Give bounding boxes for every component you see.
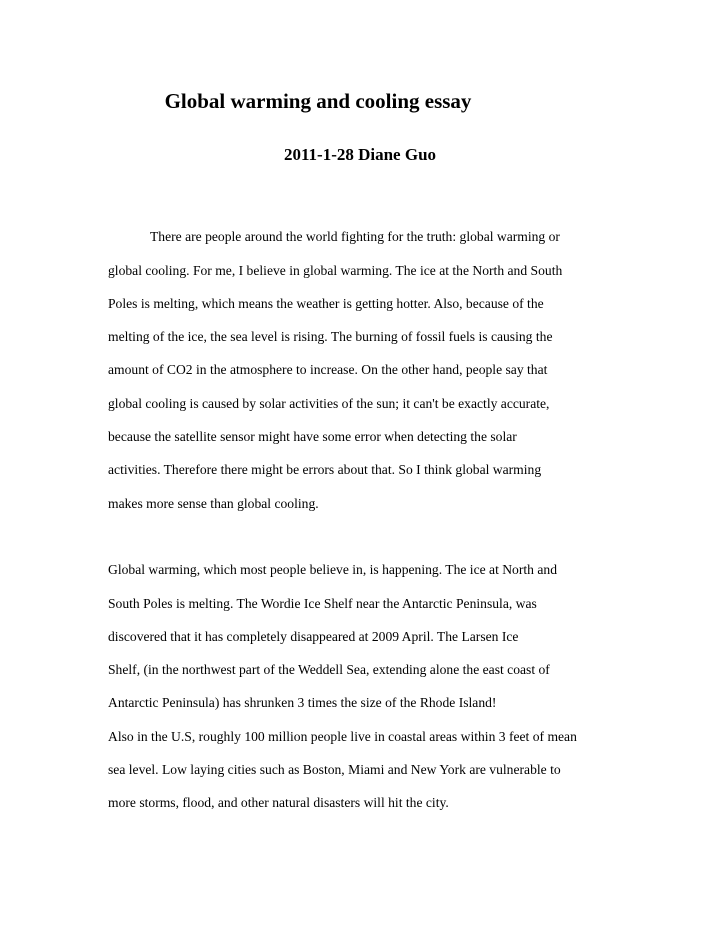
- paragraph-line: makes more sense than global cooling.: [108, 496, 319, 511]
- paragraph-line: Also in the U.S, roughly 100 million people live in coastal areas within 3 feet of mean: [108, 729, 577, 744]
- paragraph-line: activities. Therefore there might be errors about that. So I think global warming: [108, 462, 542, 477]
- paragraph-line: amount of CO2 in the atmosphere to increase. On the other hand, people say that: [108, 362, 548, 377]
- paragraph-line: because the satellite sensor might have some error when detecting the solar: [108, 429, 517, 444]
- paragraph-line: There are people around the world fighting for the truth: global warming or: [150, 229, 560, 244]
- paragraph-line: more storms, flood, and other natural disasters will hit the city.: [108, 795, 449, 810]
- paragraph-line: discovered that it has completely disappeared at 2009 April. The Larsen Ice: [108, 629, 519, 644]
- paragraph-line: Global warming, which most people believe in, is happening. The ice at North and: [108, 562, 557, 577]
- paragraph-line: melting of the ice, the sea level is rising. The burning of fossil fuels is causing the: [108, 329, 553, 344]
- paragraph-line: sea level. Low laying cities such as Boston, Miami and New York are vulnerable to: [108, 762, 561, 777]
- paragraph-line: Poles is melting, which means the weather is getting hotter. Also, because of the: [108, 296, 544, 311]
- document-title: Global warming and cooling essay: [164, 89, 472, 113]
- document-subtitle: 2011-1-28 Diane Guo: [283, 145, 437, 164]
- paragraph-line: Antarctic Peninsula) has shrunken 3 times the size of the Rhode Island!: [108, 695, 497, 710]
- paragraph-line: global cooling is caused by solar activities of the sun; it can't be exactly accurate,: [108, 396, 550, 411]
- paragraph-line: South Poles is melting. The Wordie Ice Shelf near the Antarctic Peninsula, was: [108, 596, 537, 611]
- paragraph-line: Shelf, (in the northwest part of the Weddell Sea, extending alone the east coast of: [108, 662, 550, 677]
- paragraph-line: global cooling. For me, I believe in global warming. The ice at the North and South: [108, 263, 563, 278]
